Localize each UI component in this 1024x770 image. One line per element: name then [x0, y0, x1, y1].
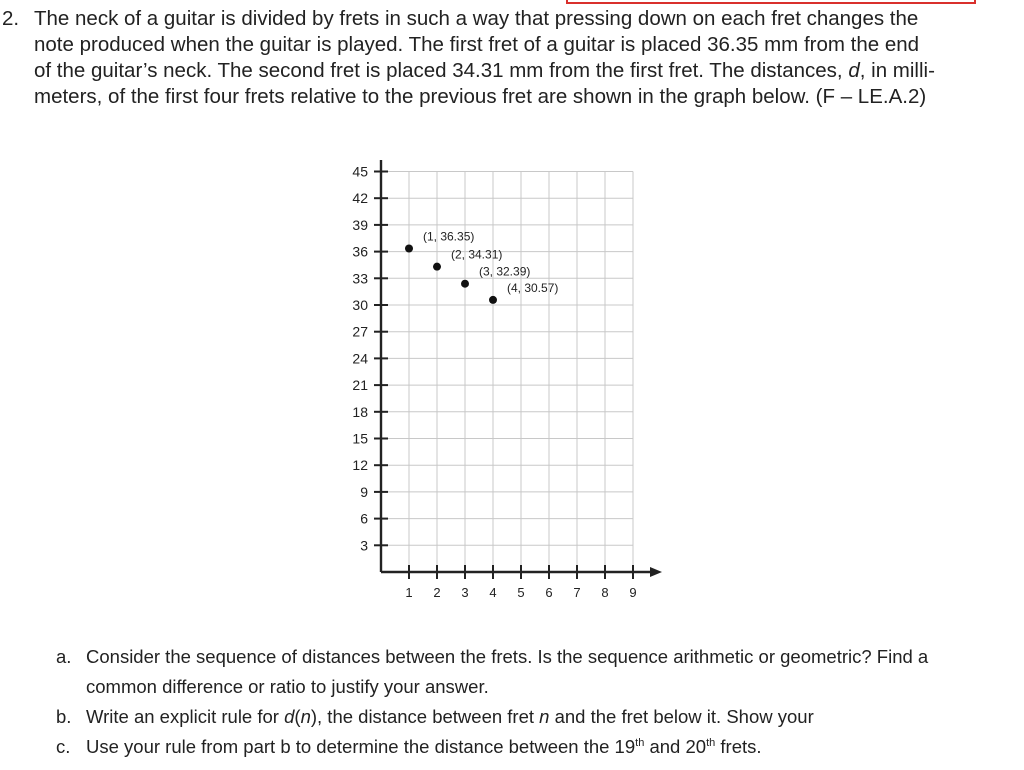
problem-line-3 — [34, 58, 1024, 84]
y-tick-label: 27 — [352, 323, 368, 340]
data-point — [405, 244, 413, 252]
chart-axes — [376, 160, 662, 577]
y-tick-label: 3 — [360, 537, 368, 554]
x-tick-label: 3 — [461, 585, 469, 600]
point-labels — [423, 229, 558, 294]
part-c-sup-1: th — [635, 737, 645, 749]
y-tick-label: 21 — [352, 377, 368, 394]
x-tick-label: 5 — [517, 585, 525, 600]
y-tick-label: 45 — [352, 163, 368, 180]
part-b-text-4: and the fret below it. Show your — [549, 706, 814, 727]
highlight-box — [566, 0, 976, 4]
part-c — [52, 732, 1024, 762]
chart-grid — [381, 172, 633, 573]
x-tick-labels — [405, 585, 636, 600]
y-tick-labels — [352, 164, 368, 554]
y-tick-label: 24 — [352, 350, 368, 367]
y-tick-label: 15 — [352, 430, 368, 447]
y-tick-label: 18 — [352, 403, 368, 420]
x-axis-arrow — [650, 567, 662, 577]
y-tick-label: 12 — [352, 457, 368, 474]
chart-ticks — [374, 172, 633, 580]
data-point — [433, 263, 441, 271]
part-c-text-1: Use your rule from part b to determine the distance between the 19 — [86, 736, 636, 757]
problem-line-3-end: , in milli- — [859, 59, 935, 82]
x-tick-label: 7 — [573, 585, 581, 600]
part-b-var-n-2: n — [539, 706, 550, 727]
y-tick-label: 30 — [352, 297, 368, 313]
part-a — [52, 642, 1024, 702]
problem-line-2: note produced when the guitar is played. The first fret of a guitar is placed 36.35 mm from the end — [34, 33, 920, 56]
data-point — [489, 296, 497, 304]
problem-number: 2. — [2, 7, 20, 30]
part-c-text-3: frets. — [715, 736, 762, 757]
part-b-var-n: n — [300, 706, 311, 727]
point-label: (4, 30.57) — [507, 280, 559, 295]
part-c-text-2: and 20 — [644, 736, 707, 757]
part-a-line-2: common difference or ratio to justify your answer. — [86, 676, 489, 697]
question-parts — [52, 642, 1024, 762]
x-tick-label: 2 — [433, 585, 441, 600]
y-tick-label: 6 — [360, 510, 368, 527]
problem-statement — [0, 6, 1024, 110]
x-tick-label: 9 — [629, 585, 637, 600]
part-c-letter: c. — [56, 736, 71, 757]
part-b-text-3: ), the distance between fret — [310, 706, 540, 727]
part-c-sup-2: th — [706, 737, 716, 749]
y-tick-label: 36 — [352, 243, 368, 260]
y-tick-label: 9 — [360, 483, 368, 500]
part-b-text-2: ( — [294, 706, 301, 727]
y-tick-label: 42 — [352, 190, 368, 207]
x-tick-label: 6 — [545, 585, 553, 600]
problem-line-1: The neck of a guitar is divided by frets in such a way that pressing down on each fret changes the — [34, 7, 919, 30]
problem-line-4: meters, of the first four frets relative to the previous fret are shown in the graph below. (F – LE.A.2) — [34, 85, 927, 108]
x-tick-label: 1 — [405, 585, 413, 600]
problem-line-3-text: of the guitar’s neck. The second fret is placed 34.31 mm from the first fret. The distances, — [34, 59, 843, 82]
x-tick-label: 4 — [489, 585, 497, 600]
y-tick-label: 39 — [352, 216, 368, 233]
variable-d: d — [848, 59, 860, 82]
part-b-text-1: Write an explicit rule for — [86, 706, 285, 727]
part-b-letter: b. — [56, 706, 72, 727]
point-label: (1, 36.35) — [423, 229, 475, 244]
data-point — [461, 280, 469, 288]
part-a-letter: a. — [56, 646, 72, 667]
fret-distance-graph — [330, 160, 670, 610]
part-b-var-d: d — [284, 706, 295, 727]
part-b — [52, 702, 1024, 732]
point-label: (3, 32.39) — [479, 264, 531, 279]
part-a-line-1: Consider the sequence of distances between the frets. Is the sequence arithmetic or geometric? Find a — [86, 646, 929, 667]
y-tick-label: 33 — [352, 270, 368, 287]
x-tick-label: 8 — [601, 585, 609, 600]
point-label: (2, 34.31) — [451, 247, 503, 262]
